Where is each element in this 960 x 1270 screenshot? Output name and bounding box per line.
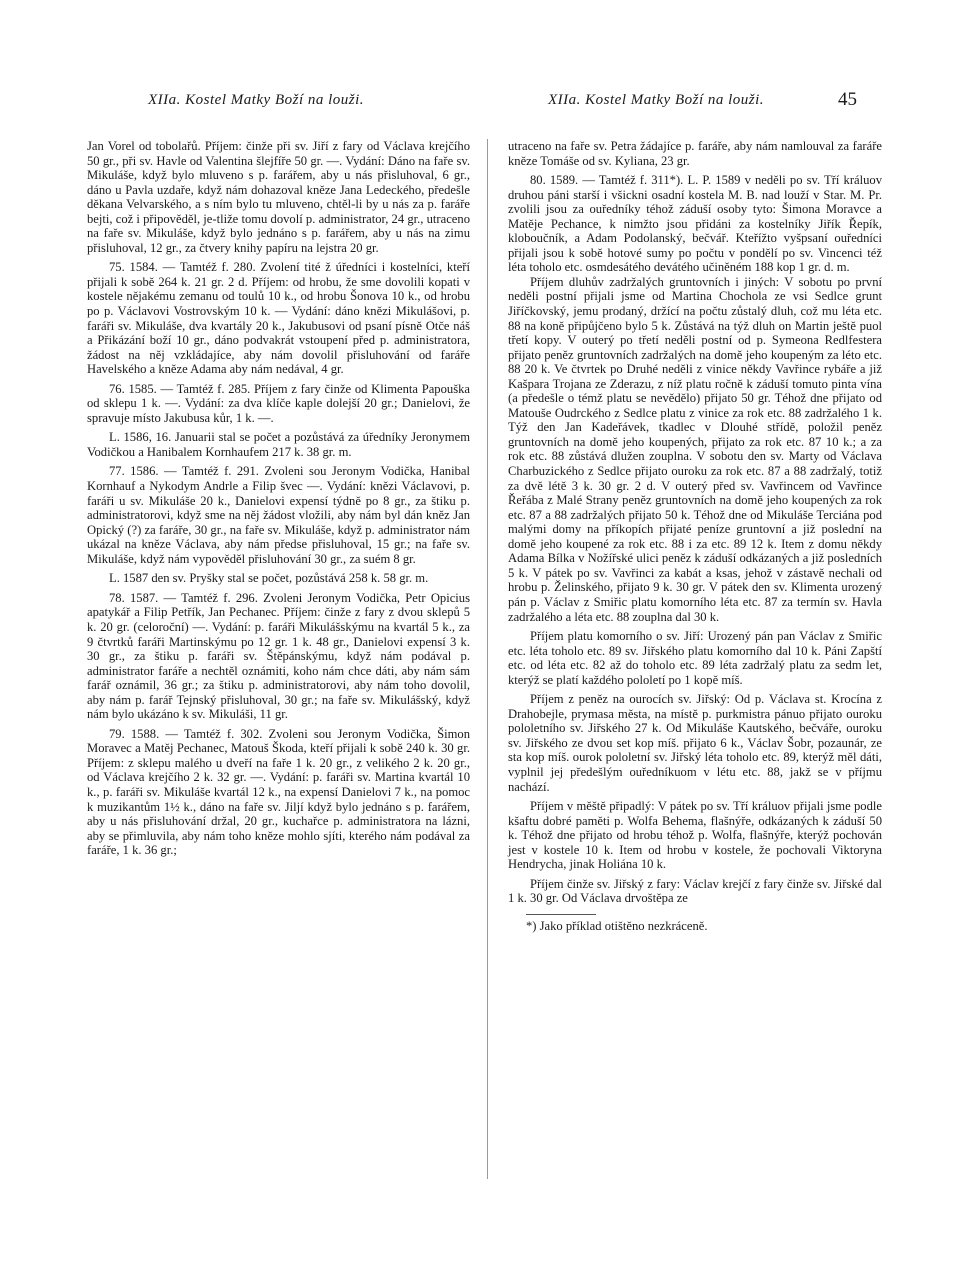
header-left-title: XIIa. Kostel Matky Boží na louži.	[148, 92, 365, 108]
paragraph: Jan Vorel od tobolařů. Příjem: činže při sv. Jiří z fary od Václava krejčího 50 gr., při sv. Havle od Valentina šlejfíře 50 gr. —. Vydání: Dáno na faře sv. Mikuláše, když bylo mluveno s p. farářem, aby u nás přisluhoval, 6 gr., dáno u Pavla uzdaře, když nám dohazoval kněze Jana Ledeckého, předešle děkana Velvarského, a s ním bylo tu mluveno, chtěl-li by u nás za p. faráře bejti, což i připověděl, je-tliže tomu dovolí p. administrator, 24 gr., utraceno na faře sv. Mikuláše, když bylo jednáno s p. farářem, aby u nás na zimu přisluhoval, 12 gr., za čtvery knihy papíru na lejstra 20 gr.	[87, 139, 470, 255]
right-column	[508, 139, 882, 933]
paragraph: L. 1586, 16. Januarii stal se počet a pozůstává za úředníky Jeronymem Vodičkou a Hanibalem Kornhaufem 217 k. 38 gr. m.	[87, 430, 470, 459]
header-right-title: XIIa. Kostel Matky Boží na louži.	[548, 92, 765, 108]
page-number: 45	[838, 89, 857, 110]
paragraph: Příjem z peněz na ourocích sv. Jiřský: Od p. Václava st. Krocína z Drahobejle, prymasa města, na místě p. purkmistra pánuo přijato ouroku pololetního sv. Jiřského 27 k. Od Mikuláše Kautského, bečváře, ouroku sv. Jiřského ze dvou set kop míš. přijato 6 k., Václav Šobr, pozaunár, ze sta kop míš. ourok pololetní sv. Jiřský léta toholo etc. 89, kterýž měl dáti, vyplnil jej předešlým ouředníkuom v létu etc. 88, jakž se v příjmu nachází.	[508, 692, 882, 794]
paragraph: Příjem dluhův zadržalých gruntovních i jiných: V sobotu po první neděli postní přijali jsme od Martina Chochola ze vsi Sedlce grunt Jiříčkovský, jemu prodaný, držící na počtu zůstalý dluh, což mu léta etc. 88 na koně připůjčeno bylo 5 k. Zůstává na týž dluh on Martin ještě puol třetí kopy. V outerý po třetí neděli postní od p. Symeona Redlfestera přijato peněz gruntovních zadržalých na domě jeho koupeným za léto etc. 88 20 k. Ve čtvrtek po Druhé neděli z vinice někdy Vavřince rybáře a již Kašpara Trojana ze Zderazu, z níž platu ročně k záduší tomuto pinta vína (a předešle o témž platu se nevědělo) přijato 50 gr. Téhož dne přijato od Matouše Oudrckého z Sedlce platu z vinice za rok etc. 88 zadržalého 1 k. Týž den Jan Kadeřávek, tkadlec v Dlouhé střídě, položil peněz gruntovních na domě jeho koupených, přijato za rok etc. 87 10 k.; a za rok etc. 88 zůstává dlužen zouplna. V sobotu den sv. Marty od Václava Charbuzického z Sedlce přijato ouroku za rok etc. 87 a 88 zadržalý, totiž za dvě létě 3 k. 30 gr. 2 d. V outerý před sv. Vavřincem od Vavřince Řeřába z Malé Strany peněz gruntovních na domě jeho koupených za rok etc. 87 a 88 zadržalých přijato 50 k. Téhož dne od Mikuláše Terciána pod malými domy na příkopích přijaté peníze gruntovní a již poslední na domě jeho koupené za rok etc. 88 i za etc. 89 12 k. Item z domu někdy Adama Bílka v Nožířské ulici peněz k záduší odkázaných a již posledních 5 k. V pátek po sv. Vavřinci za kabát a ksas, jehož v zástavě nechali od hrobu p. Želinského, přijato 9 k. 30 gr. V pátek den sv. Klimenta urozený pán p. Václav z Smiřic platu komorního léta etc. 87 za termín sv. Havla zadržalého a léta etc. 88 zouplna dal 30 k.	[508, 274, 882, 624]
column-divider	[487, 139, 488, 1179]
paragraph: Příjem platu komorního o sv. Jiří: Urozený pán pan Václav z Smiřic etc. léta toholo etc. 89 sv. Jiřského platu komorního dal 10 k. Páni Zapští etc. od léta etc. 82 až do toholo etc. 89 léta zadržalý platu za sedm let, kterýž se platí každého pololetí po 1 kopě míš.	[508, 629, 882, 687]
paragraph: L. 1587 den sv. Pryšky stal se počet, pozůstává 258 k. 58 gr. m.	[109, 571, 429, 586]
paragraph: 80. 1589. — Tamtéž f. 311*). L. P. 1589 v neděli po sv. Tří králuov druhou páni starší i všickni osadní kostela M. B. nad louží v Star. M. Pr. zvolili jsou za ouředníky téhož záduší osoby tyto: Šimona Moravce a Matěje Pechance, k nimžto jsou přidáni za kostelníky Jiřík Řepík, kloboučník, a Adam Podolanský, bečvář. Kteřížto vyšpsaní ouředníci přijali jsou k sobě hotové sumy po počtu v pondělí po sv. Vincenci též léta toholo etc. osmdesátého devátého učiněném 188 kop 1 gr. d. m.	[508, 173, 882, 275]
paragraph: Příjem činže sv. Jiřský z fary: Václav krejčí z fary činže sv. Jiřské dal 1 k. 30 gr. Od Václava drvoštěpa ze	[508, 876, 882, 906]
left-column	[87, 139, 470, 858]
running-header	[0, 89, 960, 116]
paragraph: 77. 1586. — Tamtéž f. 291. Zvoleni sou Jeronym Vodička, Hanibal Kornhauf a Nykodym Andrle a Filip švec —. Vydání: knězi Václavovi, p. faráři u sv. Mikuláše 20 k., Danielovi expensí týdně po 8 gr., za štiku p. administratorovi, když sme na něj žádost vložili, aby nám byl dán kněz Jan Opický (?) za faráře, 30 gr., na faře sv. Mikuláše, když p. administrator nám ukázal na kněze Václava, aby nám předse přisluhoval, 15 gr.; na faře sv. Mikuláše, když nám vypověděl přisluhování 30 gr., za suém 8 gr.	[87, 464, 470, 566]
paragraph: 76. 1585. — Tamtéž f. 285. Příjem z fary činže od Klimenta Papouška od sklepu 1 k. —. Vydání: za dva klíče kaple dolejší 20 gr.; Danielovi, že spravuje místo Jakubusa kůr, 1 k. —.	[87, 381, 470, 425]
footnote-rule	[526, 914, 596, 915]
paragraph: 75. 1584. — Tamtéž f. 280. Zvolení tité ž úředníci i kostelníci, kteří přijali k sobě 264 k. 21 gr. 2 d. Příjem: od hrobu, že sme dovolili kopati v kostele nějakému zemanu od toulů 10 k., od hrobu Šonova 10 k., od hrobu po p. Václavovi Vostrovským 10 k. — Vydání: dáno knězi Mikulášovi, p. faráři sv. Mikuláše, dva kvartály 20 k., Jakubusovi od psaní písně Otče náš a Přikázání boží 10 gr., dáno podvakrát vstoupení před p. administratora, žádost na něj vzkládajíce, aby nám dovolil přisluhování od faráře Havelského a kněze Adama aby nám nedával, 4 gr.	[87, 260, 470, 377]
paragraph: utraceno na faře sv. Petra žádajíce p. faráře, aby nám namlouval za faráře kněze Tomáše od sv. Kyliana, 23 gr.	[508, 139, 882, 168]
paragraph: 79. 1588. — Tamtéž f. 302. Zvoleni sou Jeronym Vodička, Šimon Moravec a Matěj Pechanec, Matouš Škoda, kteří přijali k sobě 240 k. 30 gr. Příjem: z sklepu malého u dveří na faře 1 k. 20 gr., z velikého 2 k. 20 gr., od Václava krejčího 2 k. 32 gr. —. Vydání: p. faráři sv. Martina kvartál 10 k., p. faráři sv. Mikuláše kvartál 12 k., na expensí Danielovi 7 k., na pomoc k muzikantům 1½ k., dáno na faře sv. Jiljí když bylo jednáno s p. farářem, aby u nás přisluhování držal, 20 gr., kuchařce p. administratora na lázni, aby se přimluvila, aby nám toho kněze mohlo sjíti, kterého nám podával za faráře, 1 k. 36 gr.;	[87, 726, 470, 858]
paragraph: 78. 1587. — Tamtéž f. 296. Zvoleni Jeronym Vodička, Petr Opicius apatykář a Filip Petřík, Jan Pechanec. Příjem: činže z fary z dvou sklepů 5 k. 20 gr. (celoroční) —. Vydání: p. faráři Mikulášskýmu na kvartál 5 k., za 9 čtvrtků faráři Martinskýmu po 12 gr. 1 k. 48 gr., Danielovi expensí 3 k. 30 gr., za štiku p. faráři sv. Štěpánskýmu, když nám podával p. administrator faráře a nechtěl oznámiti, koho nám chce dáti, aby nám sám farář oznámil, 36 gr.; za štiku p. administratorovi, aby nám toho dovolil, aby nám p. farář Tejnský přisluhoval, 30 gr.; na faře sv. Mikulášský, když nám bylo ukázáno k sv. Mikuláši, 11 gr.	[87, 590, 470, 722]
footnote: *) Jako příklad otištěno nezkráceně.	[526, 918, 708, 933]
paragraph: Příjem v měště připadlý: V pátek po sv. Tří králuov přijali jsme podle kšaftu dobré paměti p. Wolfa Behema, flašnýře, odkázaných k záduší 50 k. Téhož dne přijato od hrobu téhož p. Wolfa, flašnýře, kterýž pochován jest v kostele 10 k. Item od hrobu v kostele, že pochovali Viktoryna Hendrycha, jinak Holiána 10 k.	[508, 799, 882, 872]
